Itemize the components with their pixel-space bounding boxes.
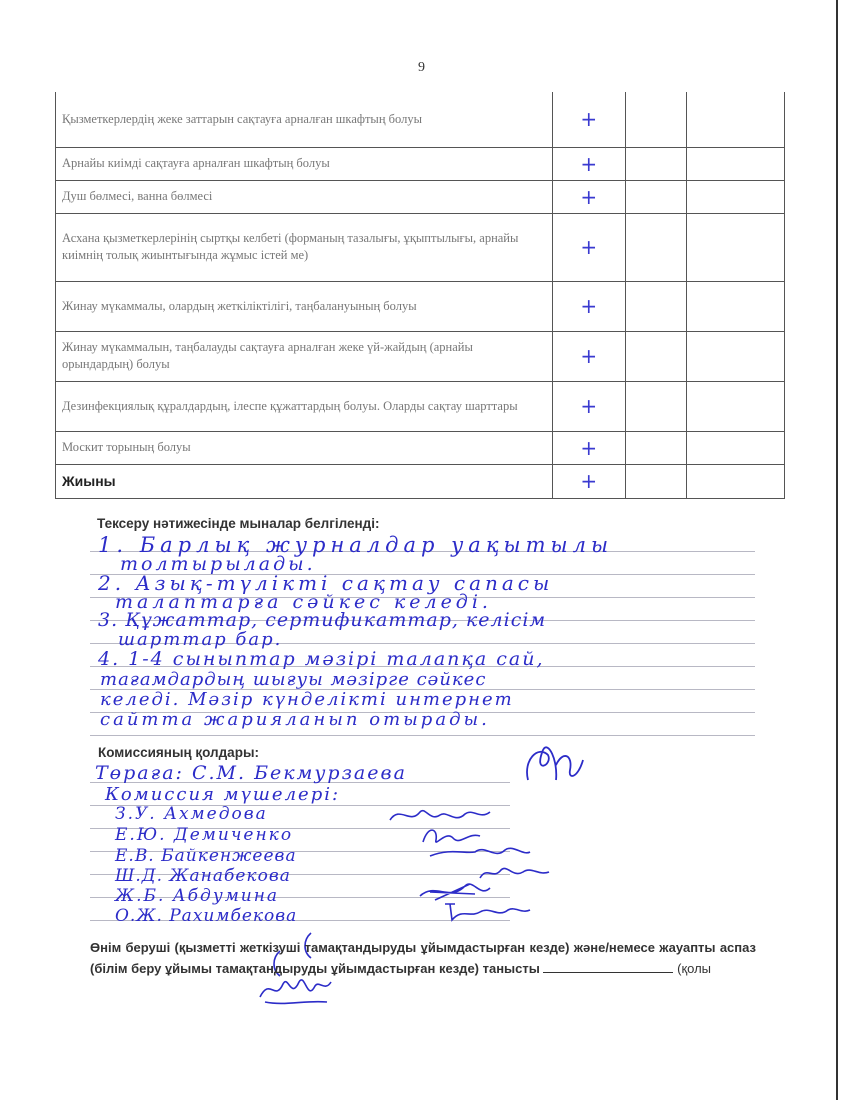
- table-row: [56, 381, 785, 431]
- findings-heading: Тексеру нәтижесінде мыналар белгіленді:: [97, 516, 380, 531]
- criterion-cell: Жинау мүкаммалын, таңбалауды сақтауға арналған жеке үй-жайдың (арнайы орындардың) болуы: [56, 331, 553, 381]
- table-row: [56, 213, 785, 281]
- check-mark: +: [580, 394, 598, 418]
- commission-member: Ж.Б. Абдумина: [115, 886, 280, 906]
- table-row: [56, 331, 785, 381]
- member-signature: [440, 896, 535, 926]
- check-mark: +: [580, 435, 598, 460]
- check-mark: +: [580, 107, 598, 132]
- commission-member: Е.Ю. Демиченко: [115, 825, 294, 845]
- table-row: [56, 147, 785, 180]
- finding-line: талаптарға сәйкес келеді.: [115, 591, 492, 613]
- finding-line: 4. 1-4 сыныптар мәзірі талапқа сай,: [98, 648, 545, 670]
- check-mark: +: [580, 151, 598, 176]
- check-mark: +: [580, 469, 598, 493]
- criterion-cell: Душ бөлмесі, ванна бөлмесі: [56, 180, 553, 213]
- footer-acknowledgement: [90, 938, 756, 979]
- criterion-cell: Қызметкерлердің жеке заттарын сақтауға арналған шкафтың болуы: [56, 92, 553, 147]
- finding-line: келеді. Мәзір күнделікті интернет: [100, 689, 514, 710]
- chair-signature: [518, 740, 588, 790]
- check-mark: +: [580, 344, 598, 368]
- finding-line: тағамдардың шығуы мәзірге сәйкес: [100, 669, 487, 690]
- table-row: [56, 431, 785, 464]
- finding-line: 1. Барлық журналдар уақытылы: [98, 533, 614, 557]
- criterion-cell: Москит торының болуы: [56, 431, 553, 464]
- check-mark: +: [580, 184, 598, 209]
- table-row: [56, 92, 785, 147]
- commission-member: З.У. Ахмедова: [115, 804, 268, 824]
- criterion-cell: Жинау мүкаммалы, олардың жеткіліктілігі, таңбалануының болуы: [56, 281, 553, 331]
- finding-line: 2. Азық-түлікті сақтау сапасы: [98, 571, 554, 595]
- finding-line: толтырылады.: [120, 553, 316, 575]
- commission-heading: Комиссияның қолдары:: [98, 745, 259, 760]
- page-edge-line: [836, 0, 838, 1100]
- criterion-cell: Дезинфекциялық құралдардың, ілеспе құжаттардың болуы. Оларды сақтау шарттары: [56, 381, 553, 431]
- finding-line: шарттар бар.: [118, 629, 283, 650]
- total-label: Жиыны: [56, 464, 553, 498]
- criterion-cell: Арнайы киімді сақтауға арналған шкафтың болуы: [56, 147, 553, 180]
- commission-member: Е.В. Байкенжеева: [115, 846, 297, 866]
- page-number: 9: [418, 60, 425, 75]
- commission-members-label: Комиссия мүшелері:: [105, 784, 341, 805]
- table-row: [56, 180, 785, 213]
- finding-line: сайтта жарияланып отырады.: [100, 709, 490, 730]
- commission-member: О.Ж. Рахимбекова: [115, 906, 298, 926]
- supplier-signature: [255, 972, 335, 1012]
- signature-line: [543, 958, 673, 973]
- commission-chair: Төраға: С.М. Бекмурзаева: [95, 762, 407, 784]
- footer-text: Өнім беруші (қызметті жеткізуші тамақтандыруды ұйымдастырған кезде) және/немесе жауапты аспаз (білім беру ұйымы тамақтандыруды ұйымдастырған кезде) танысты: [90, 940, 756, 976]
- check-mark: +: [580, 235, 598, 259]
- check-mark: +: [580, 294, 598, 318]
- checklist-table: [55, 92, 785, 499]
- commission-member: Ш.Д. Жанабекова: [115, 866, 291, 886]
- criterion-cell: Асхана қызметкерлерінің сыртқы келбеті (форманың тазалығы, ұқыптылығы, арнайы киімнің толық жиынтығында жұмыс істей ме): [56, 213, 553, 281]
- total-row: [56, 464, 785, 498]
- table-row: [56, 281, 785, 331]
- signature-label: (қолы: [677, 961, 711, 976]
- finding-line: 3. Құжаттар, сертификаттар, келісім: [98, 609, 547, 631]
